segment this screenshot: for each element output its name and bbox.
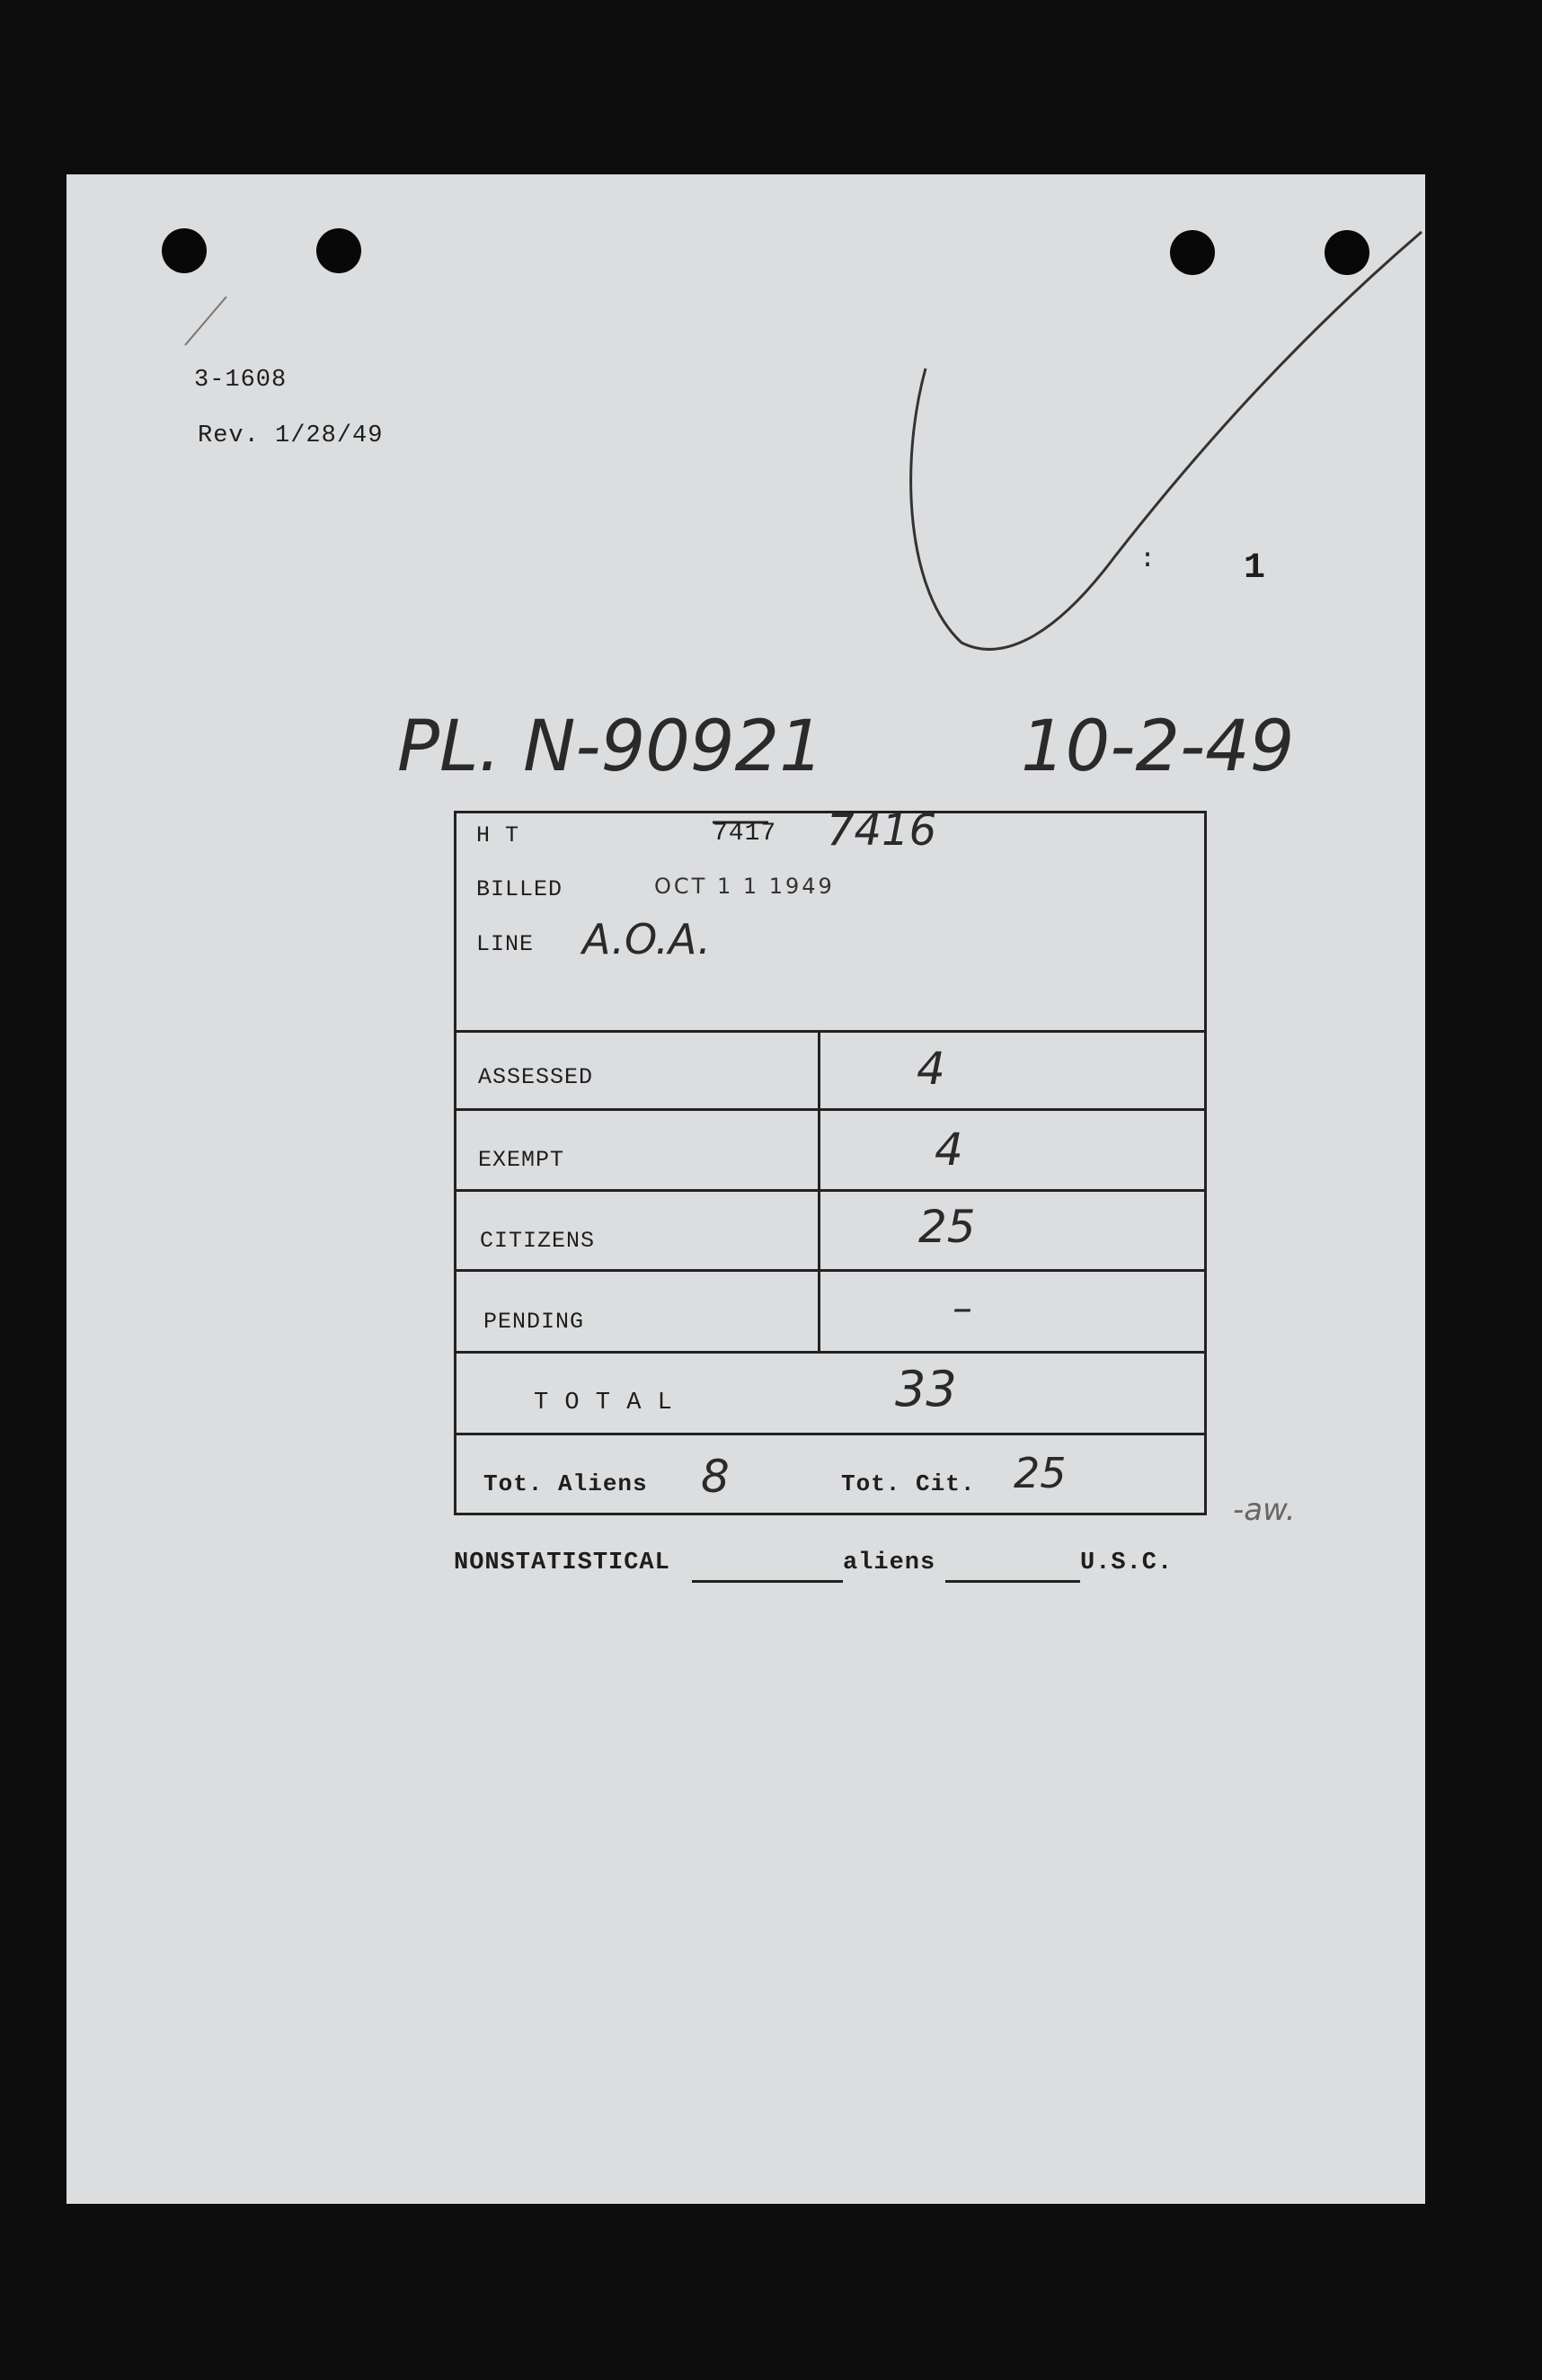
check-mark: [911, 232, 1422, 649]
ht-value: 7416: [827, 805, 937, 856]
tot-cit-value: 25: [1014, 1449, 1067, 1497]
margin-initials: -aw.: [1233, 1492, 1296, 1528]
exempt-label: EXEMPT: [478, 1147, 565, 1173]
colon-mark: :: [1139, 545, 1157, 575]
tot-cit-label: Tot. Cit.: [841, 1470, 976, 1497]
billed-label: BILLED: [476, 876, 563, 902]
page-number: 1: [1244, 548, 1267, 589]
aliens-label: aliens: [843, 1550, 936, 1576]
usc-label: U.S.C.: [1080, 1550, 1174, 1576]
total-value: 33: [895, 1361, 957, 1417]
tot-aliens-label: Tot. Aliens: [483, 1470, 648, 1497]
nonstatistical-blank: [692, 1580, 843, 1583]
assessed-value: 4: [917, 1043, 945, 1095]
aliens-blank: [945, 1580, 1080, 1583]
line-label: LINE: [476, 931, 535, 957]
assessed-label: ASSESSED: [478, 1064, 594, 1090]
pending-value: –: [953, 1285, 972, 1331]
slash-mark: [185, 297, 226, 345]
handwritten-date: 10-2-49: [1021, 706, 1295, 787]
line-value: A.O.A.: [582, 915, 711, 964]
exempt-value: 4: [935, 1123, 963, 1176]
revision-date: Rev. 1/28/49: [198, 422, 384, 449]
pending-label: PENDING: [483, 1309, 585, 1335]
total-label: T O T A L: [534, 1390, 673, 1416]
citizens-value: 25: [918, 1201, 976, 1253]
ht-struck-value: 7417: [713, 820, 777, 848]
billed-date-stamp: OCT 1 1 1949: [654, 874, 835, 899]
nonstatistical-label: NONSTATISTICAL: [454, 1550, 670, 1576]
tot-aliens-value: 8: [701, 1451, 730, 1503]
form-number: 3-1608: [194, 367, 288, 394]
handwritten-reference: PL. N-90921: [397, 706, 824, 787]
citizens-label: CITIZENS: [480, 1228, 596, 1254]
ht-label: H T: [476, 822, 520, 848]
